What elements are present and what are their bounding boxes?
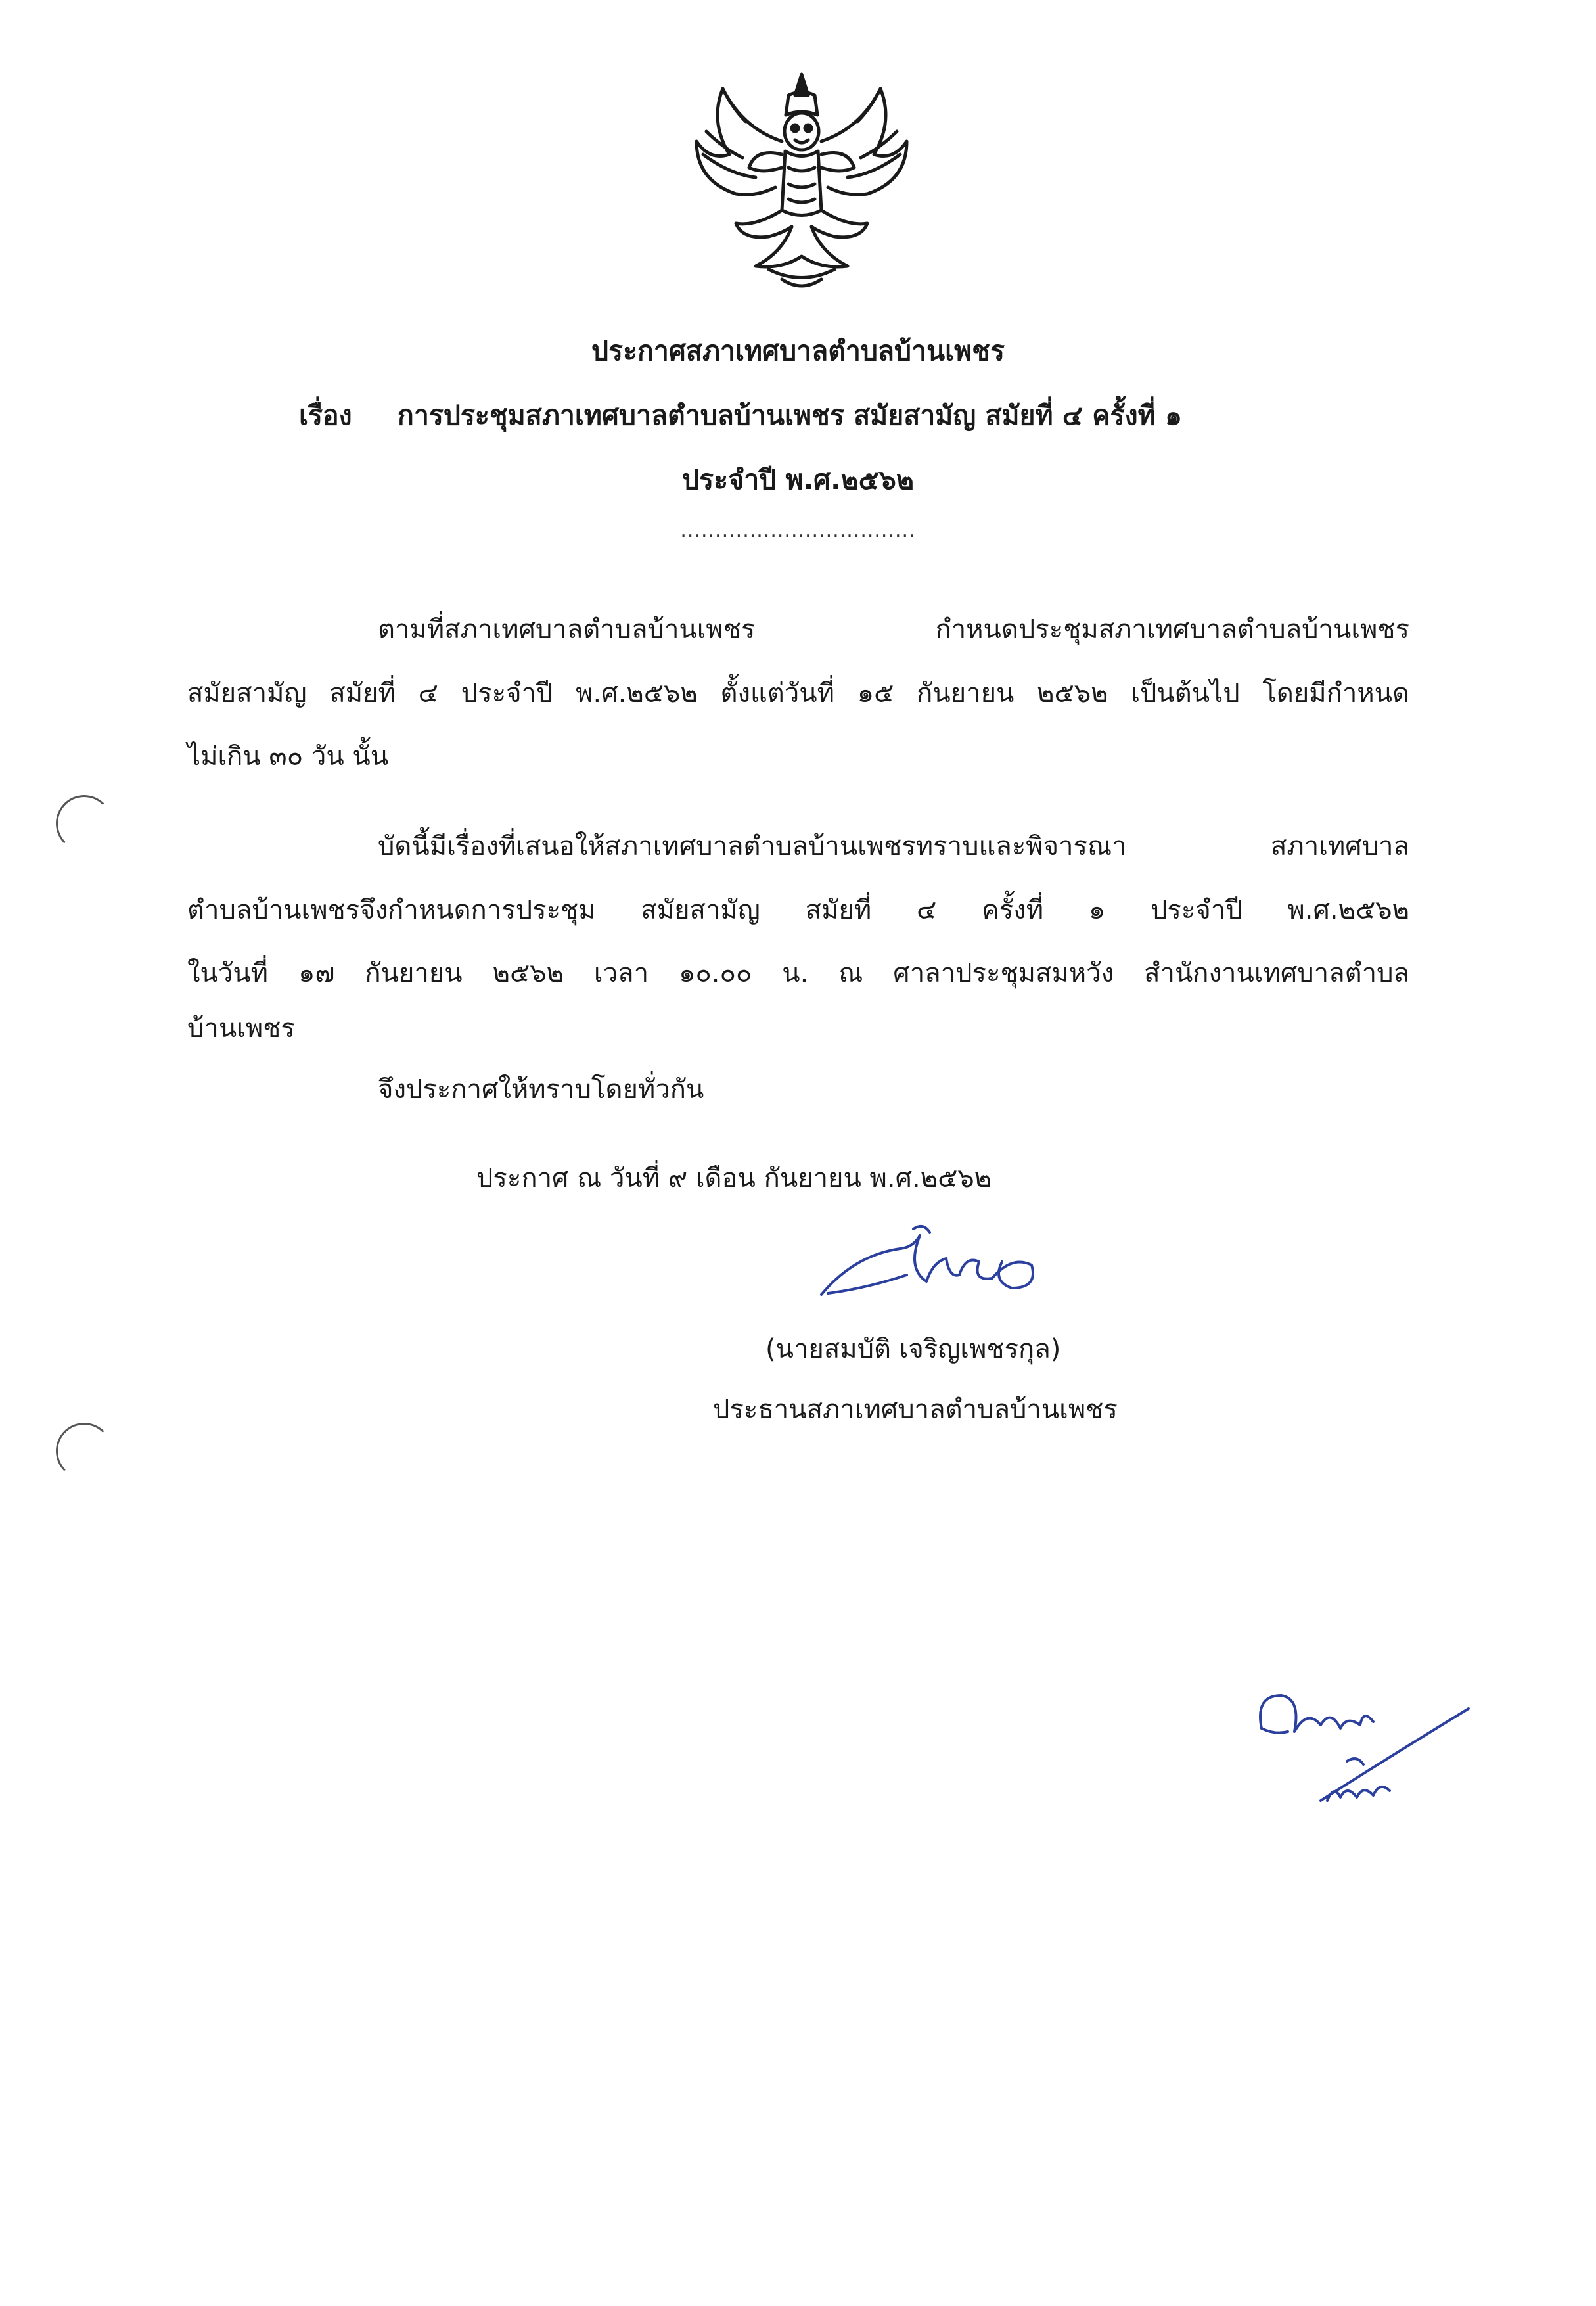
announcement-heading: ประกาศสภาเทศบาลตำบลบ้านเพชร <box>591 335 1005 367</box>
subject-label: เรื่อง <box>299 400 352 431</box>
paragraph1-line1: ตามที่สภาเทศบาลตำบลบ้านเพชร กำหนดประชุมสภาเทศบาลตำบลบ้านเพชร <box>378 614 1409 645</box>
signer-name: (นายสมบัติ เจริญเพชรกุล) <box>765 1334 1061 1364</box>
paragraph2-line4: บ้านเพชร <box>187 1013 295 1044</box>
announce-date: ประกาศ ณ วันที่ ๙ เดือน กันยายน พ.ศ.๒๕๖๒ <box>476 1163 992 1193</box>
garuda-emblem-icon <box>683 69 920 296</box>
signer-position: ประธานสภาเทศบาลตำบลบ้านเพชร <box>713 1395 1118 1425</box>
subject-text: การประชุมสภาเทศบาลตำบลบ้านเพชร สมัยสามัญ สมัยที่ ๔ ครั้งที่ ๑ <box>398 400 1182 431</box>
closing-text: จึงประกาศให้ทราบโดยทั่วกัน <box>378 1074 704 1105</box>
initials-mark <box>1248 1669 1485 1827</box>
subject-line <box>299 394 1182 437</box>
punch-hole <box>56 795 112 852</box>
subject-year: ประจำปี พ.ศ.๒๕๖๒ <box>682 464 914 496</box>
separator-dots: .................................. <box>680 519 916 542</box>
paragraph2-line3: ในวันที่ ๑๗ กันยายน ๒๕๖๒ เวลา ๑๐.๐๐ น. ณ ศาลาประชุมสมหวัง สำนักงานเทศบาลตำบล <box>187 958 1409 988</box>
signature-mark <box>815 1209 1058 1308</box>
paragraph2-line1: บัดนี้มีเรื่องที่เสนอให้สภาเทศบาลตำบลบ้านเพชรทราบและพิจารณา สภาเทศบาล <box>378 831 1409 862</box>
paragraph1-line2: สมัยสามัญ สมัยที่ ๔ ประจำปี พ.ศ.๒๕๖๒ ตั้งแต่วันที่ ๑๕ กันยายน ๒๕๖๒ เป็นต้นไป โดยมีกำหนด <box>187 678 1409 708</box>
paragraph2-line2: ตำบลบ้านเพชรจึงกำหนดการประชุม สมัยสามัญ สมัยที่ ๔ ครั้งที่ ๑ ประจำปี พ.ศ.๒๕๖๒ <box>187 895 1409 925</box>
punch-hole <box>56 1423 112 1479</box>
paragraph1-line3: ไม่เกิน ๓๐ วัน นั้น <box>187 741 389 772</box>
